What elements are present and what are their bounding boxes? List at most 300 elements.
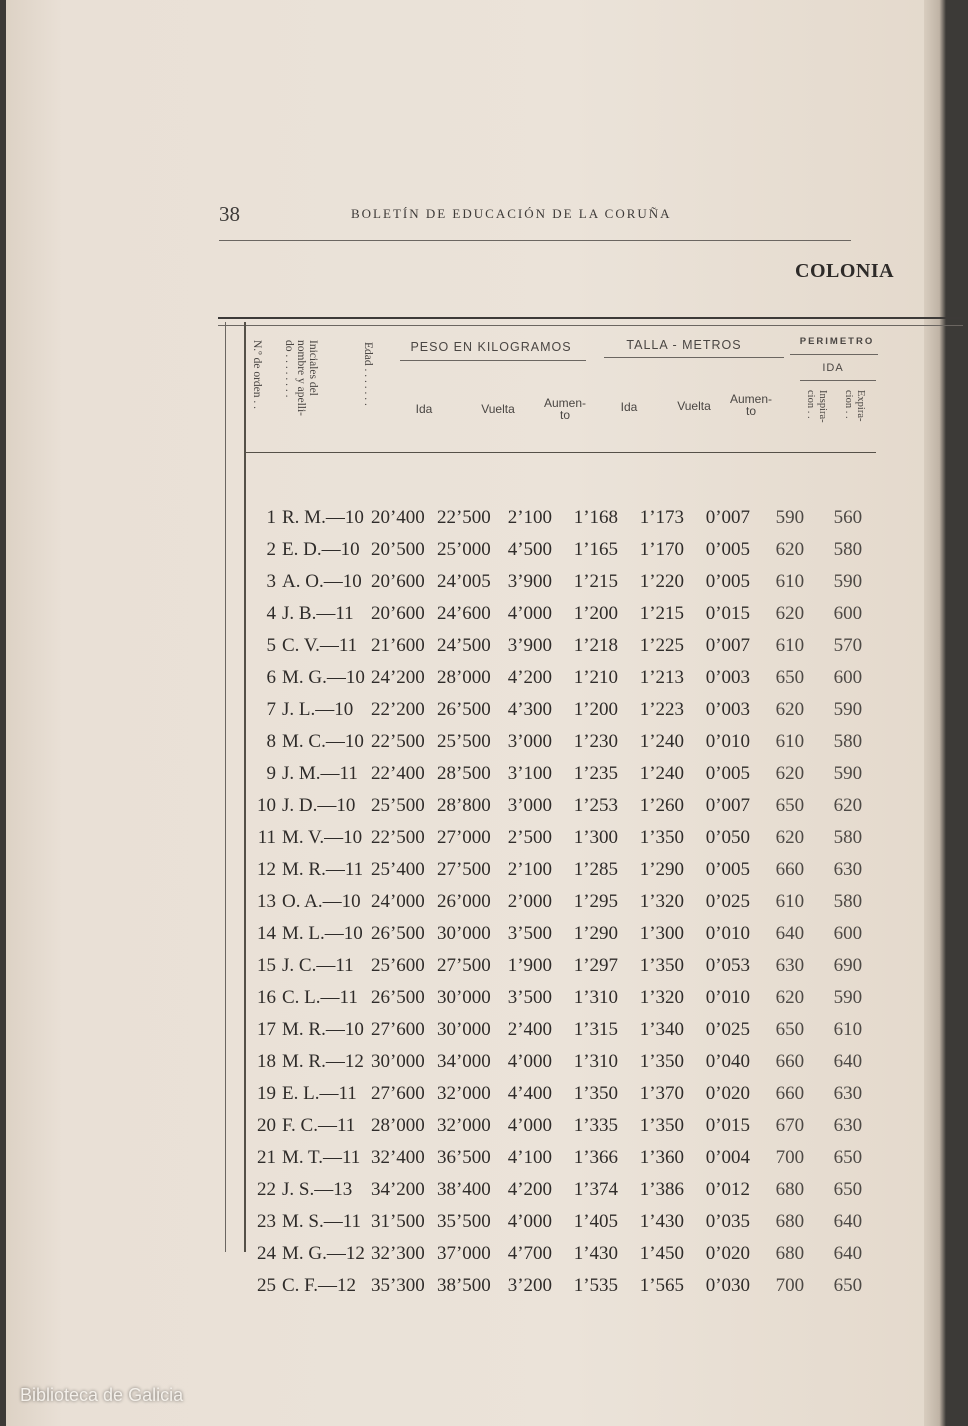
talla-vuelta-cell: 1’215	[639, 603, 685, 624]
header-peso-vuelta: Vuelta	[481, 402, 515, 416]
perimetro-expiracion-cell: 640	[833, 1243, 863, 1264]
peso-aumento-cell: 2’100	[507, 507, 553, 528]
peso-aumento-cell: 4’100	[507, 1147, 553, 1168]
talla-vuelta-cell: 1’360	[639, 1147, 685, 1168]
talla-vuelta-cell: 1’386	[639, 1179, 685, 1200]
peso-ida-cell: 27’600	[370, 1019, 425, 1040]
row-number-cell: 15	[257, 955, 276, 976]
talla-vuelta-cell: 1’260	[639, 795, 685, 816]
talla-ida-cell: 1’168	[573, 507, 619, 528]
initials-age-cell: J. B.—11	[282, 603, 354, 624]
peso-vuelta-cell: 27’500	[436, 859, 491, 880]
initials-age-cell: C. L.—11	[282, 987, 358, 1008]
peso-vuelta-cell: 32’000	[436, 1083, 491, 1104]
row-number-cell: 8	[266, 731, 276, 752]
peso-aumento-cell: 4’400	[507, 1083, 553, 1104]
talla-ida-cell: 1’315	[573, 1019, 619, 1040]
perimetro-expiracion-cell: 640	[833, 1211, 863, 1232]
talla-ida-cell: 1’165	[573, 539, 619, 560]
peso-vuelta-cell: 25’500	[436, 731, 491, 752]
peso-vuelta-cell: 30’000	[436, 923, 491, 944]
peso-ida-cell: 25’500	[370, 795, 425, 816]
peso-ida-cell: 25’600	[370, 955, 425, 976]
peso-vuelta-cell: 32’000	[436, 1115, 491, 1136]
perimetro-expiracion-cell: 570	[833, 635, 863, 656]
header-peso-aumento: Aumen- to	[543, 396, 587, 422]
peso-aumento-cell: 4’000	[507, 603, 553, 624]
peso-aumento-cell: 3’900	[507, 635, 553, 656]
peso-vuelta-cell: 36’500	[436, 1147, 491, 1168]
header-peso-ida: Ida	[415, 402, 433, 416]
peso-aumento-cell: 4’000	[507, 1115, 553, 1136]
talla-aumento-cell: 0’005	[705, 859, 751, 880]
initials-age-cell: F. C.—11	[282, 1115, 356, 1136]
header-inspiracion: Inspira- cion . .	[805, 390, 828, 423]
peso-vuelta-cell: 27’000	[436, 827, 491, 848]
peso-aumento-cell: 2’400	[507, 1019, 553, 1040]
header-talla-ida: Ida	[620, 400, 638, 414]
talla-vuelta-cell: 1’350	[639, 1051, 685, 1072]
initials-age-cell: M. G.—12	[282, 1243, 365, 1264]
running-header	[219, 200, 851, 241]
peso-ida-cell: 32’300	[370, 1243, 425, 1264]
talla-ida-cell: 1’200	[573, 603, 619, 624]
table-left-rule-outer	[225, 322, 226, 1252]
talla-aumento-cell: 0’040	[705, 1051, 751, 1072]
perimetro-inspiracion-cell: 660	[775, 1083, 805, 1104]
perimetro-expiracion-cell: 600	[833, 667, 863, 688]
peso-vuelta-cell: 30’000	[436, 1019, 491, 1040]
header-initials: Iniciales del nombre y apelli- do . . . . . . . .	[283, 340, 319, 417]
talla-aumento-cell: 0’030	[705, 1275, 751, 1296]
talla-vuelta-cell: 1’220	[639, 571, 685, 592]
perimetro-inspiracion-cell: 620	[775, 603, 805, 624]
initials-age-cell: M. T.—11	[282, 1147, 361, 1168]
peso-aumento-cell: 3’000	[507, 731, 553, 752]
initials-age-cell: C. F.—12	[282, 1275, 356, 1296]
talla-aumento-cell: 0’053	[705, 955, 751, 976]
peso-ida-cell: 34’200	[370, 1179, 425, 1200]
peso-vuelta-cell: 22’500	[436, 507, 491, 528]
peso-ida-cell: 26’500	[370, 987, 425, 1008]
peso-aumento-cell: 3’100	[507, 763, 553, 784]
talla-ida-cell: 1’297	[573, 955, 619, 976]
perimetro-expiracion-cell: 580	[833, 539, 863, 560]
perimetro-inspiracion-cell: 680	[775, 1179, 805, 1200]
initials-age-cell: E. L.—11	[282, 1083, 357, 1104]
header-peso-group: PESO EN KILOGRAMOS	[410, 340, 572, 354]
talla-aumento-cell: 0’007	[705, 635, 751, 656]
perimetro-expiracion-cell: 640	[833, 1051, 863, 1072]
talla-ida-cell: 1’374	[573, 1179, 619, 1200]
perimetro-expiracion-cell: 630	[833, 859, 863, 880]
peso-ida-cell: 28’000	[370, 1115, 425, 1136]
row-number-cell: 24	[257, 1243, 276, 1264]
talla-ida-cell: 1’218	[573, 635, 619, 656]
talla-vuelta-cell: 1’450	[639, 1243, 685, 1264]
page-number: 38	[219, 202, 240, 226]
talla-aumento-cell: 0’012	[705, 1179, 751, 1200]
perimetro-expiracion-cell: 580	[833, 891, 863, 912]
talla-vuelta-cell: 1’290	[639, 859, 685, 880]
talla-aumento-cell: 0’004	[705, 1147, 751, 1168]
table-top-rule	[218, 317, 963, 326]
talla-aumento-cell: 0’050	[705, 827, 751, 848]
row-number-cell: 1	[266, 507, 276, 528]
peso-ida-cell: 22’500	[370, 827, 425, 848]
header-talla-vuelta: Vuelta	[677, 399, 711, 413]
header-talla-group: TALLA - METROS	[626, 338, 742, 352]
table-row	[250, 726, 877, 758]
peso-aumento-cell: 2’500	[507, 827, 553, 848]
talla-ida-cell: 1’210	[573, 667, 619, 688]
talla-ida-cell: 1’285	[573, 859, 619, 880]
talla-vuelta-cell: 1’320	[639, 987, 685, 1008]
peso-vuelta-cell: 38’500	[436, 1275, 491, 1296]
initials-age-cell: J. C.—11	[282, 955, 354, 976]
peso-aumento-cell: 3’500	[507, 987, 553, 1008]
talla-ida-cell: 1’310	[573, 987, 619, 1008]
row-number-cell: 21	[257, 1147, 276, 1168]
row-number-cell: 16	[257, 987, 276, 1008]
perimetro-inspiracion-cell: 610	[775, 731, 805, 752]
row-number-cell: 20	[257, 1115, 276, 1136]
initials-age-cell: O. A.—10	[282, 891, 361, 912]
perimetro-expiracion-cell: 600	[833, 603, 863, 624]
perimetro-expiracion-cell: 650	[833, 1179, 863, 1200]
perimetro-inspiracion-cell: 630	[775, 955, 805, 976]
peso-ida-cell: 35’300	[370, 1275, 425, 1296]
talla-aumento-cell: 0’003	[705, 667, 751, 688]
table-row	[250, 950, 877, 982]
peso-aumento-cell: 1’900	[507, 955, 553, 976]
row-number-cell: 19	[257, 1083, 276, 1104]
peso-aumento-cell: 4’700	[507, 1243, 553, 1264]
table-row	[250, 1110, 877, 1142]
perimetro-inspiracion-cell: 620	[775, 539, 805, 560]
peso-aumento-cell: 4’300	[507, 699, 553, 720]
peso-ida-cell: 22’500	[370, 731, 425, 752]
perimetro-inspiracion-cell: 640	[775, 923, 805, 944]
peso-vuelta-cell: 24’005	[436, 571, 491, 592]
peso-aumento-cell: 4’200	[507, 667, 553, 688]
initials-age-cell: M. S.—11	[282, 1211, 362, 1232]
peso-ida-cell: 31’500	[370, 1211, 425, 1232]
table-row	[250, 790, 877, 822]
talla-vuelta-cell: 1’370	[639, 1083, 685, 1104]
initials-age-cell: M. R.—10	[282, 1019, 364, 1040]
initials-age-cell: M. C.—10	[282, 731, 364, 752]
peso-vuelta-cell: 24’600	[436, 603, 491, 624]
talla-vuelta-cell: 1’300	[639, 923, 685, 944]
peso-vuelta-cell: 28’800	[436, 795, 491, 816]
table-row	[250, 1014, 877, 1046]
table-row	[250, 1078, 877, 1110]
perimetro-expiracion-cell: 650	[833, 1147, 863, 1168]
peso-vuelta-cell: 37’000	[436, 1243, 491, 1264]
peso-ida-cell: 24’000	[370, 891, 425, 912]
peso-aumento-cell: 4’500	[507, 539, 553, 560]
perimetro-inspiracion-cell: 670	[775, 1115, 805, 1136]
header-perimetro-rule	[790, 354, 878, 355]
table-row	[250, 694, 877, 726]
row-number-cell: 13	[257, 891, 276, 912]
talla-aumento-cell: 0’015	[705, 1115, 751, 1136]
header-bottom-rule	[246, 452, 876, 453]
peso-aumento-cell: 2’100	[507, 859, 553, 880]
initials-age-cell: J. M.—11	[282, 763, 358, 784]
perimetro-expiracion-cell: 590	[833, 571, 863, 592]
peso-vuelta-cell: 38’400	[436, 1179, 491, 1200]
perimetro-inspiracion-cell: 610	[775, 635, 805, 656]
peso-vuelta-cell: 24’500	[436, 635, 491, 656]
section-title: COLONIA	[795, 260, 895, 282]
perimetro-expiracion-cell: 590	[833, 987, 863, 1008]
perimetro-inspiracion-cell: 680	[775, 1211, 805, 1232]
row-number-cell: 6	[266, 667, 276, 688]
perimetro-expiracion-cell: 580	[833, 827, 863, 848]
talla-aumento-cell: 0’010	[705, 923, 751, 944]
talla-ida-cell: 1’405	[573, 1211, 619, 1232]
talla-ida-cell: 1’335	[573, 1115, 619, 1136]
row-number-cell: 4	[266, 603, 276, 624]
talla-ida-cell: 1’200	[573, 699, 619, 720]
row-number-cell: 12	[257, 859, 276, 880]
talla-ida-cell: 1’215	[573, 571, 619, 592]
perimetro-inspiracion-cell: 620	[775, 987, 805, 1008]
perimetro-expiracion-cell: 630	[833, 1083, 863, 1104]
initials-age-cell: R. M.—10	[282, 507, 364, 528]
talla-vuelta-cell: 1’223	[639, 699, 685, 720]
row-number-cell: 7	[266, 699, 276, 720]
table-row	[250, 1046, 877, 1078]
peso-ida-cell: 26’500	[370, 923, 425, 944]
talla-vuelta-cell: 1’240	[639, 731, 685, 752]
initials-age-cell: E. D.—10	[282, 539, 360, 560]
peso-ida-cell: 21’600	[370, 635, 425, 656]
perimetro-expiracion-cell: 650	[833, 1275, 863, 1296]
peso-ida-cell: 27’600	[370, 1083, 425, 1104]
talla-ida-cell: 1’310	[573, 1051, 619, 1072]
peso-ida-cell: 30’000	[370, 1051, 425, 1072]
initials-age-cell: M. G.—10	[282, 667, 365, 688]
perimetro-inspiracion-cell: 700	[775, 1147, 805, 1168]
initials-age-cell: J. L.—10	[282, 699, 354, 720]
peso-vuelta-cell: 30’000	[436, 987, 491, 1008]
row-number-cell: 3	[266, 571, 276, 592]
talla-aumento-cell: 0’007	[705, 507, 751, 528]
perimetro-inspiracion-cell: 650	[775, 1019, 805, 1040]
initials-age-cell: M. L.—10	[282, 923, 363, 944]
table-row	[250, 822, 877, 854]
talla-vuelta-cell: 1’430	[639, 1211, 685, 1232]
table-left-rule	[244, 322, 246, 1252]
perimetro-inspiracion-cell: 620	[775, 699, 805, 720]
table-row	[250, 566, 877, 598]
talla-aumento-cell: 0’020	[705, 1243, 751, 1264]
peso-vuelta-cell: 26’500	[436, 699, 491, 720]
perimetro-inspiracion-cell: 650	[775, 667, 805, 688]
talla-aumento-cell: 0’007	[705, 795, 751, 816]
peso-aumento-cell: 4’200	[507, 1179, 553, 1200]
peso-aumento-cell: 3’000	[507, 795, 553, 816]
header-peso-rule	[400, 360, 586, 361]
row-number-cell: 17	[257, 1019, 276, 1040]
row-number-cell: 11	[257, 827, 276, 848]
peso-ida-cell: 25’400	[370, 859, 425, 880]
talla-aumento-cell: 0’020	[705, 1083, 751, 1104]
talla-vuelta-cell: 1’320	[639, 891, 685, 912]
talla-ida-cell: 1’366	[573, 1147, 619, 1168]
talla-vuelta-cell: 1’225	[639, 635, 685, 656]
peso-aumento-cell: 4’000	[507, 1051, 553, 1072]
talla-aumento-cell: 0’005	[705, 539, 751, 560]
peso-ida-cell: 20’600	[370, 571, 425, 592]
talla-vuelta-cell: 1’350	[639, 955, 685, 976]
peso-vuelta-cell: 34’000	[436, 1051, 491, 1072]
initials-age-cell: M. V.—10	[282, 827, 363, 848]
talla-vuelta-cell: 1’340	[639, 1019, 685, 1040]
perimetro-inspiracion-cell: 590	[775, 507, 805, 528]
perimetro-inspiracion-cell: 610	[775, 891, 805, 912]
initials-age-cell: M. R.—11	[282, 859, 364, 880]
table-body	[250, 502, 877, 1302]
talla-ida-cell: 1’535	[573, 1275, 619, 1296]
perimetro-expiracion-cell: 600	[833, 923, 863, 944]
table-row	[250, 918, 877, 950]
talla-ida-cell: 1’253	[573, 795, 619, 816]
table-row	[250, 1238, 877, 1270]
initials-age-cell: J. S.—13	[282, 1179, 353, 1200]
table-row	[250, 1174, 877, 1206]
peso-ida-cell: 20’400	[370, 507, 425, 528]
perimetro-inspiracion-cell: 650	[775, 795, 805, 816]
row-number-cell: 14	[257, 923, 276, 944]
library-watermark: Biblioteca de Galicia	[20, 1385, 184, 1405]
peso-vuelta-cell: 35’500	[436, 1211, 491, 1232]
initials-age-cell: J. D.—10	[282, 795, 356, 816]
initials-age-cell: A. O.—10	[282, 571, 362, 592]
perimetro-expiracion-cell: 620	[833, 795, 863, 816]
peso-aumento-cell: 3’900	[507, 571, 553, 592]
row-number-cell: 23	[257, 1211, 276, 1232]
table-row	[250, 662, 877, 694]
header-talla-rule	[604, 357, 784, 358]
talla-ida-cell: 1’295	[573, 891, 619, 912]
perimetro-inspiracion-cell: 680	[775, 1243, 805, 1264]
peso-aumento-cell: 2’000	[507, 891, 553, 912]
header-age: Edad . . . . . . .	[362, 342, 374, 406]
talla-vuelta-cell: 1’173	[639, 507, 685, 528]
talla-aumento-cell: 0’015	[705, 603, 751, 624]
table-row	[250, 598, 877, 630]
talla-vuelta-cell: 1’350	[639, 1115, 685, 1136]
talla-aumento-cell: 0’003	[705, 699, 751, 720]
perimetro-expiracion-cell: 580	[833, 731, 863, 752]
table-row	[250, 1270, 877, 1302]
table-row	[250, 1142, 877, 1174]
perimetro-inspiracion-cell: 660	[775, 1051, 805, 1072]
perimetro-expiracion-cell: 690	[833, 955, 863, 976]
peso-ida-cell: 24’200	[370, 667, 425, 688]
talla-ida-cell: 1’235	[573, 763, 619, 784]
peso-vuelta-cell: 26’000	[436, 891, 491, 912]
peso-vuelta-cell: 28’500	[436, 763, 491, 784]
peso-ida-cell: 22’200	[370, 699, 425, 720]
talla-vuelta-cell: 1’350	[639, 827, 685, 848]
peso-vuelta-cell: 28’000	[436, 667, 491, 688]
table-row	[250, 886, 877, 918]
page-edge	[924, 0, 946, 1426]
talla-ida-cell: 1’430	[573, 1243, 619, 1264]
peso-aumento-cell: 3’500	[507, 923, 553, 944]
peso-ida-cell: 32’400	[370, 1147, 425, 1168]
talla-aumento-cell: 0’010	[705, 731, 751, 752]
row-number-cell: 25	[257, 1275, 276, 1296]
perimetro-expiracion-cell: 590	[833, 763, 863, 784]
table-row	[250, 502, 877, 534]
talla-ida-cell: 1’300	[573, 827, 619, 848]
talla-ida-cell: 1’290	[573, 923, 619, 944]
initials-age-cell: C. V.—11	[282, 635, 358, 656]
talla-aumento-cell: 0’005	[705, 763, 751, 784]
table-row	[250, 982, 877, 1014]
talla-aumento-cell: 0’025	[705, 1019, 751, 1040]
running-title: BOLETÍN DE EDUCACIÓN DE LA CORUÑA	[351, 206, 672, 221]
talla-vuelta-cell: 1’213	[639, 667, 685, 688]
peso-ida-cell: 20’600	[370, 603, 425, 624]
colonia-data-table	[250, 502, 877, 1302]
header-order: N.º de orden . .	[251, 340, 263, 410]
initials-age-cell: M. R.—12	[282, 1051, 364, 1072]
perimetro-expiracion-cell: 610	[833, 1019, 863, 1040]
peso-vuelta-cell: 27’500	[436, 955, 491, 976]
header-perimetro-group: PERIMETRO	[799, 336, 875, 347]
talla-vuelta-cell: 1’240	[639, 763, 685, 784]
header-talla-aumento: Aumen- to	[729, 392, 773, 418]
table-row	[250, 854, 877, 886]
table-row	[250, 534, 877, 566]
talla-ida-cell: 1’230	[573, 731, 619, 752]
talla-vuelta-cell: 1’170	[639, 539, 685, 560]
talla-aumento-cell: 0’025	[705, 891, 751, 912]
talla-aumento-cell: 0’005	[705, 571, 751, 592]
row-number-cell: 5	[266, 635, 276, 656]
perimetro-expiracion-cell: 590	[833, 699, 863, 720]
perimetro-inspiracion-cell: 620	[775, 827, 805, 848]
table-row	[250, 1206, 877, 1238]
talla-vuelta-cell: 1’565	[639, 1275, 685, 1296]
talla-aumento-cell: 0’035	[705, 1211, 751, 1232]
row-number-cell: 10	[257, 795, 276, 816]
table-row	[250, 758, 877, 790]
table-row	[250, 630, 877, 662]
header-ida-group: IDA	[822, 362, 844, 374]
peso-aumento-cell: 3’200	[507, 1275, 553, 1296]
peso-vuelta-cell: 25’000	[436, 539, 491, 560]
row-number-cell: 9	[266, 763, 276, 784]
perimetro-inspiracion-cell: 700	[775, 1275, 805, 1296]
peso-ida-cell: 20’500	[370, 539, 425, 560]
perimetro-inspiracion-cell: 660	[775, 859, 805, 880]
row-number-cell: 22	[257, 1179, 276, 1200]
perimetro-expiracion-cell: 560	[833, 507, 863, 528]
header-expiracion: Expira- cion . .	[843, 390, 866, 422]
talla-aumento-cell: 0’010	[705, 987, 751, 1008]
talla-ida-cell: 1’350	[573, 1083, 619, 1104]
row-number-cell: 18	[257, 1051, 276, 1072]
header-ida-rule	[800, 380, 876, 381]
